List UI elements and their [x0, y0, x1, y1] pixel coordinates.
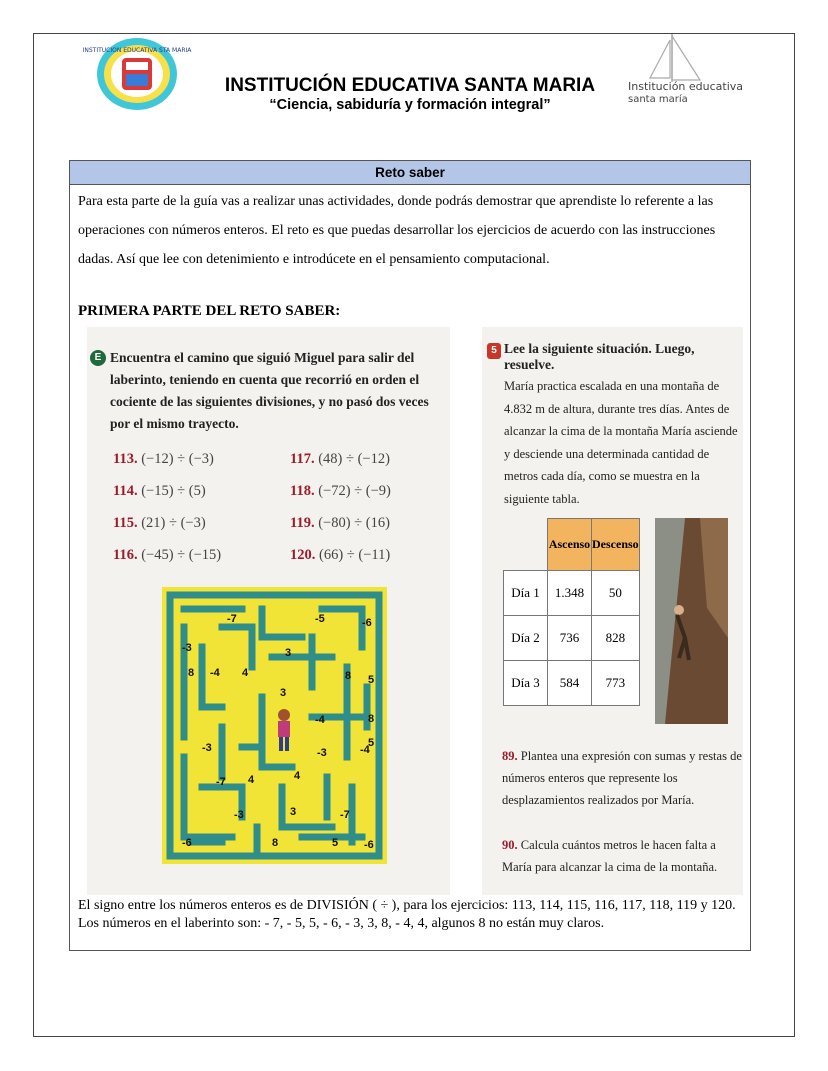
maze-number: 5	[332, 837, 339, 849]
table-header-descenso: Descenso	[592, 519, 640, 571]
maze-number: -7	[340, 809, 350, 821]
maze-number: -7	[227, 613, 237, 625]
maze-number: 4	[242, 667, 249, 679]
table-cell-day: Día 1	[504, 571, 548, 616]
climbing-heading: Lee la siguiente situación. Luego, resuelve.	[504, 341, 695, 372]
maze-number: -6	[364, 839, 374, 851]
maze-number: 3	[290, 806, 297, 818]
svg-text:INSTITUCION EDUCATIVA STA MARI: INSTITUCION EDUCATIVA STA MARIA	[82, 47, 192, 54]
table-cell-day: Día 3	[504, 661, 548, 706]
maze-number: 4	[248, 774, 255, 786]
intro-paragraph: Para esta parte de la guía vas a realizar unas actividades, donde podrás demostrar que aprendiste lo referente a las operaciones con números enteros. El reto es que puedas desarrollar los ejercicios de acuerdo con las instrucciones dadas. Así que lee con detenimiento e introdúcete en el pensamiento computacional.	[78, 194, 716, 267]
sailboat-logo-icon	[622, 30, 744, 118]
climbing-situation-text: María practica escalada en una montaña de 4.832 m de altura, durante tres días. Antes de alcanzar la cima de la montaña María asciende y desciende una determinada cantidad de metros cada día, como se muestra en la siguiente tabla.	[504, 379, 738, 506]
table-cell-ascenso: 736	[548, 616, 592, 661]
exercise-badge: 5	[487, 343, 501, 359]
table-cell-descenso: 828	[592, 616, 640, 661]
maze-number: 8	[345, 670, 352, 682]
maze-number: 4	[294, 770, 301, 782]
climber-photo-icon	[655, 518, 728, 724]
table-cell-ascenso: 584	[548, 661, 592, 706]
operation-item: 118. (−72) ÷ (−9)	[290, 483, 391, 499]
maze-number: -5	[315, 613, 325, 625]
question-90: 90. Calcula cuántos metros le hacen falta a María para alcanzar la cima de la montaña.	[502, 838, 718, 874]
table-cell-descenso: 773	[592, 661, 640, 706]
operation-item: 113. (−12) ÷ (−3)	[113, 451, 214, 467]
table-cell-day: Día 2	[504, 616, 548, 661]
svg-text:Institución educativa: Institución educativa	[628, 80, 744, 93]
table-row	[504, 571, 640, 616]
table-corner	[504, 519, 548, 571]
operation-item: 116. (−45) ÷ (−15)	[113, 547, 222, 563]
maze-number: 3	[285, 647, 292, 659]
footer-note: El signo entre los números enteros es de DIVISIÓN ( ÷ ), para los ejercicios: 113, 114, 115, 116, 117, 118, 119 y 120. Los números en el laberinto son: - 7, - 5, 5, - 6, - 3, 3, 8, - 4, 4, algunos 8 no están muy claros.	[78, 898, 736, 931]
operation-item: 114. (−15) ÷ (5)	[113, 483, 206, 499]
table-header-ascenso: Ascenso	[548, 519, 592, 571]
table-cell-ascenso: 1.348	[548, 571, 592, 616]
maze-number: -7	[216, 776, 226, 788]
question-89: 89. Plantea una expresión con sumas y restas de números enteros que represente los desplazamientos realizados por María.	[502, 749, 742, 807]
maze-number: -3	[234, 809, 244, 821]
maze-number: 8	[188, 667, 195, 679]
maze-number: -4	[315, 714, 325, 726]
section-title: Reto saber	[70, 161, 750, 185]
operation-item: 115. (21) ÷ (−3)	[113, 515, 206, 531]
operation-item: 119. (−80) ÷ (16)	[290, 515, 390, 531]
maze-labels	[162, 587, 387, 864]
climbing-table	[503, 518, 640, 706]
table-cell-descenso: 50	[592, 571, 640, 616]
operation-item: 117. (48) ÷ (−12)	[290, 451, 390, 467]
part-title: PRIMERA PARTE DEL RETO SABER:	[78, 303, 341, 319]
institution-motto: “Ciencia, sabiduría y formación integral”	[269, 97, 551, 113]
maze-number: -3	[202, 742, 212, 754]
table-row	[504, 616, 640, 661]
exercise-badge: E	[90, 350, 106, 366]
maze-number: -3	[182, 642, 192, 654]
maze-instruction: Encuentra el camino que siguió Miguel para salir del laberinto, teniendo en cuenta que recorrió en orden el cociente de las siguientes divisiones, y no pasó dos veces por el mismo trayecto.	[110, 350, 429, 431]
maze-number: -4	[360, 744, 370, 756]
maze-number: 5	[368, 737, 375, 749]
maze-number: 8	[272, 837, 279, 849]
table-row	[504, 661, 640, 706]
maze-number: -4	[210, 667, 220, 679]
maze-number: 5	[368, 674, 375, 686]
operation-item: 120. (66) ÷ (−11)	[290, 547, 391, 563]
institution-name: INSTITUCIÓN EDUCATIVA SANTA MARIA	[224, 75, 596, 96]
maze-number: -3	[317, 747, 327, 759]
maze-number: 3	[280, 687, 287, 699]
maze-number: 8	[368, 713, 375, 725]
maze-number: -6	[182, 837, 192, 849]
svg-text:santa maría: santa maría	[628, 94, 688, 105]
maze-number: -6	[362, 617, 372, 629]
school-crest-icon	[82, 36, 192, 112]
